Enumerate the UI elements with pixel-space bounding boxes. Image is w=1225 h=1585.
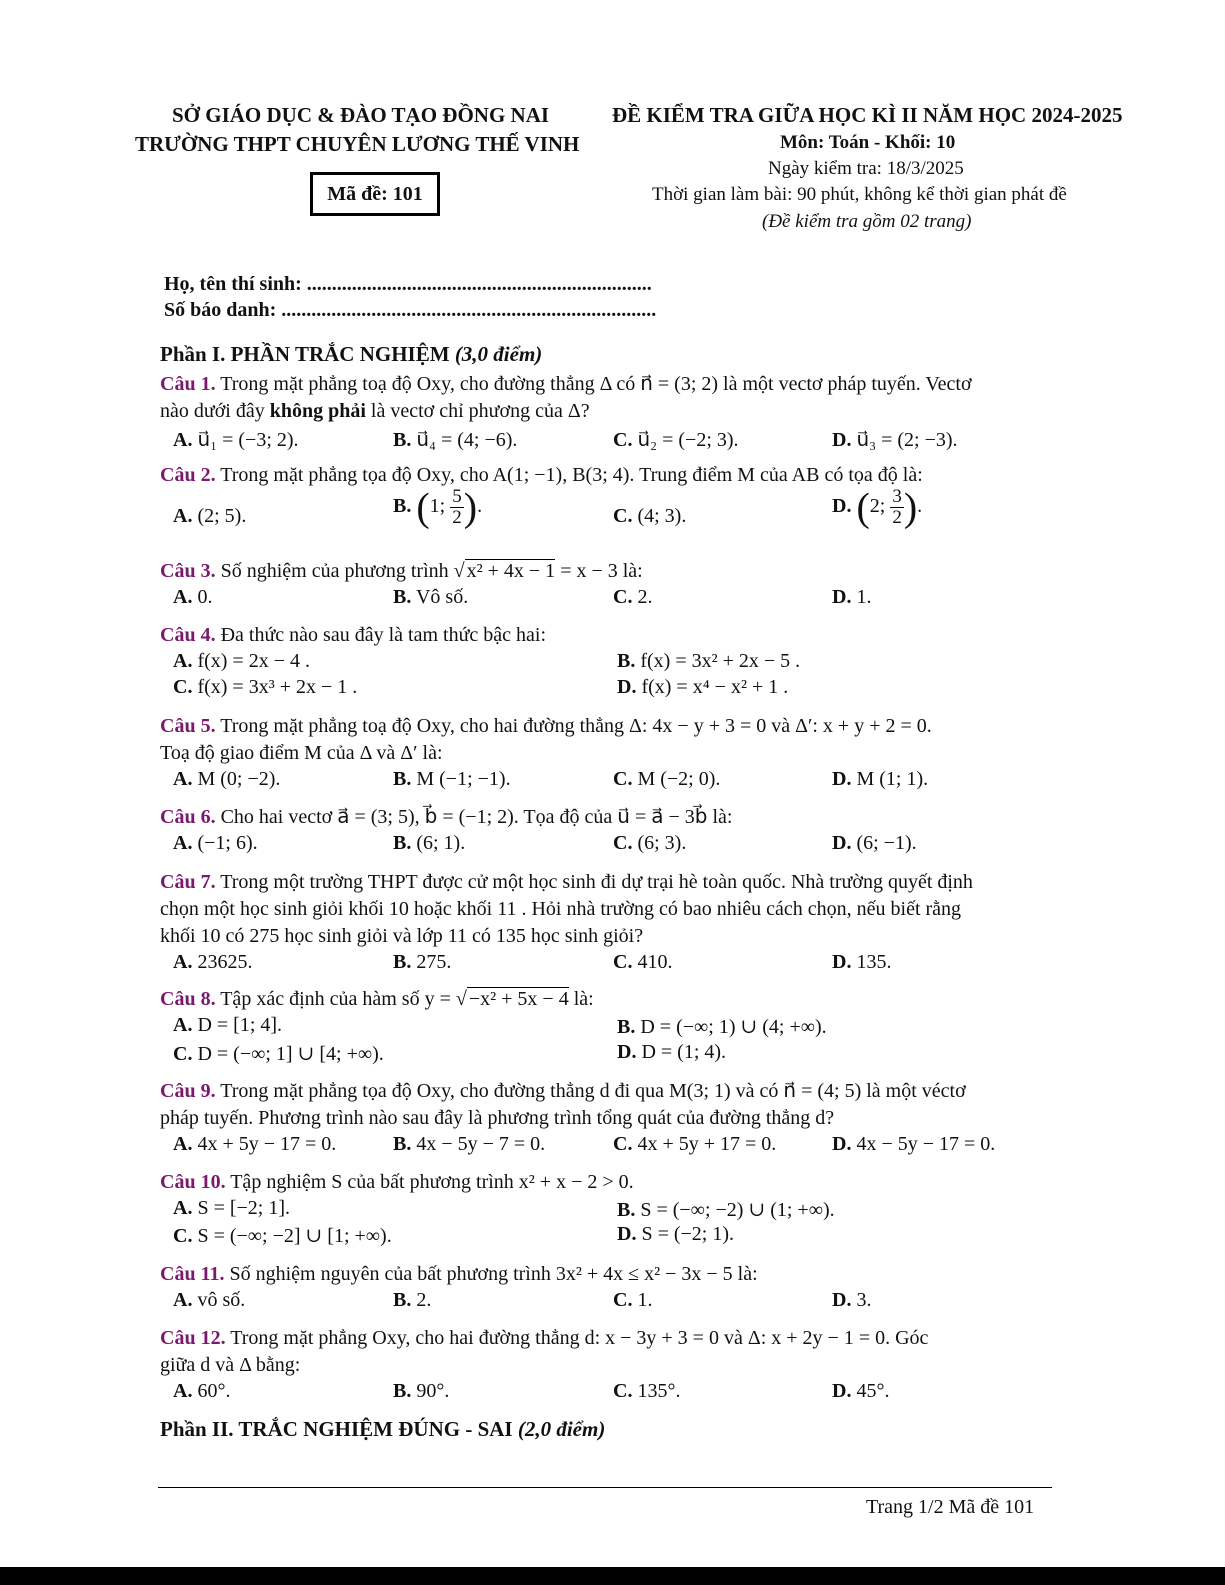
option-d[interactable]: D. (6; −1). [832,832,917,854]
option-d[interactable]: D. f(x) = x⁴ − x² + 1 . [617,676,789,698]
option-c[interactable]: C. M (−2; 0). [613,768,721,790]
option-b[interactable]: B. 275. [393,951,452,973]
question-text: Đa thức nào sau đây là tam thức bậc hai: [220,624,547,646]
option-b[interactable]: B. 90°. [393,1380,450,1402]
question-6 [160,804,732,831]
part2-heading [160,1417,605,1442]
option-a[interactable]: A. S = [−2; 1]. [173,1197,291,1219]
option-d[interactable]: D. 1. [832,586,872,608]
question-text: Trong một trường THPT được cử một học sinh đi dự trại hè toàn quốc. Nhà trường quyết định [220,871,973,893]
option-b[interactable]: B. 4x − 5y − 7 = 0. [393,1133,546,1155]
question-number: Câu 5. [160,715,216,737]
option-a[interactable]: A. 0. [173,586,213,608]
option-b[interactable]: B. Vô số. [393,586,469,608]
option-c[interactable]: C. (6; 3). [613,832,687,854]
option-b[interactable]: B. (1; $\frac{5}{2}$ ). [393,484,483,530]
question-emphasis: không phải [269,400,366,422]
exam-duration: Thời gian làm bài: 90 phút, không kể thời gian phát đề [652,184,1067,205]
question-text: Tập xác định của hàm số y = [220,988,456,1010]
part1-points: (3,0 điểm) [454,342,543,366]
question-text: Trong mặt phẳng toạ độ Oxy, cho đường thẳng Δ có n⃗ = (3; 2) là một vectơ pháp tuyến. Vectơ [220,373,972,395]
question-text: Trong mặt phẳng Oxy, cho hai đường thẳng d: x − 3y + 3 = 0 và Δ: x + 2y − 1 = 0. Góc [230,1327,929,1349]
question-1 [160,371,972,425]
question-text: khối 10 có 275 học sinh giỏi và lớp 11 có 135 học sinh giỏi? [160,925,644,947]
question-text: nào dưới đây [160,400,270,422]
student-name-field: Họ, tên thí sinh: ..................................................................... [164,273,652,295]
exam-date: Ngày kiểm tra: 18/3/2025 [768,158,964,179]
option-c[interactable]: C. S = (−∞; −2] ∪ [1; +∞). [173,1225,392,1247]
question-number: Câu 11. [160,1263,225,1285]
option-a[interactable]: A. f(x) = 2x − 4 . [173,650,310,672]
question-number: Câu 12. [160,1327,226,1349]
option-b[interactable]: B. 2. [393,1289,432,1311]
question-text: Trong mặt phẳng tọa độ Oxy, cho đường thẳng d đi qua M(3; 1) và có n⃗ = (4; 5) là một véctơ [220,1080,966,1102]
option-c[interactable]: C. D = (−∞; 1] ∪ [4; +∞). [173,1043,384,1065]
exam-subject: Môn: Toán - Khối: 10 [780,132,956,153]
question-text: Số nghiệm của phương trình [220,560,454,582]
option-d[interactable]: D. 4x − 5y − 17 = 0. [832,1133,996,1155]
option-c[interactable]: C. u⃗₂ = (−2; 3). [613,429,739,451]
part1-heading [160,342,542,367]
question-text: Tập nghiệm S của bất phương trình x² + x − 2 > 0. [230,1171,634,1193]
sqrt-symbol: √ [453,560,465,582]
question-number: Câu 10. [160,1171,226,1193]
option-c[interactable]: C. 135°. [613,1380,681,1402]
question-text: pháp tuyến. Phương trình nào sau đây là phương trình tổng quát của đường thẳng d? [160,1107,835,1129]
exam-pages-note: (Đề kiểm tra gồm 02 trang) [762,211,972,232]
option-a[interactable]: A. u⃗₁ = (−3; 2). [173,429,299,451]
radicand: x² + 4x − 1 [466,560,556,582]
option-b[interactable]: B. D = (−∞; 1) ∪ (4; +∞). [617,1016,827,1038]
part2-points: (2,0 điểm) [517,1417,606,1441]
option-b[interactable]: B. (6; 1). [393,832,466,854]
option-d[interactable]: D. 135. [832,951,892,973]
question-number: Câu 4. [160,624,216,646]
question-7 [160,869,973,950]
question-text: Trong mặt phẳng toạ độ Oxy, cho hai đường thẳng Δ: 4x − y + 3 = 0 và Δ′: x + y + 2 = 0. [220,715,932,737]
option-a[interactable]: A. (−1; 6). [173,832,258,854]
question-11 [160,1261,758,1288]
part2-title: Phần II. TRẮC NGHIỆM ĐÚNG - SAI [160,1417,513,1441]
question-number: Câu 9. [160,1080,216,1102]
sqrt-symbol: √ [455,988,467,1010]
question-9 [160,1078,966,1132]
option-d[interactable]: D. 45°. [832,1380,890,1402]
question-text: Trong mặt phẳng tọa độ Oxy, cho A(1; −1), B(3; 4). Trung điểm M của AB có tọa độ là: [220,464,923,486]
option-a[interactable]: A. 4x + 5y − 17 = 0. [173,1133,337,1155]
exam-code-box: Mã đề: 101 [310,172,440,216]
option-a[interactable]: A. 60°. [173,1380,231,1402]
question-number: Câu 7. [160,871,216,893]
question-text: = x − 3 là: [555,560,643,582]
question-number: Câu 3. [160,560,216,582]
question-text: Số nghiệm nguyên của bất phương trình 3x² + 4x ≤ x² − 3x − 5 là: [229,1263,758,1285]
question-text: là: [568,988,594,1010]
option-a[interactable]: A. M (0; −2). [173,768,281,790]
part1-title: Phần I. PHẦN TRẮC NGHIỆM [160,342,450,366]
question-3 [160,558,643,585]
question-text: Toạ độ giao điểm M của Δ và Δ′ là: [160,742,443,764]
option-d[interactable]: D. D = (1; 4). [617,1041,727,1063]
option-c[interactable]: C. 410. [613,951,673,973]
radicand: −x² + 5x − 4 [468,988,569,1010]
scan-edge [0,1567,1225,1585]
question-12 [160,1325,928,1379]
question-number: Câu 1. [160,373,216,395]
question-number: Câu 8. [160,988,216,1010]
option-c[interactable]: C. 1. [613,1289,653,1311]
question-8 [160,986,594,1013]
question-number: Câu 6. [160,806,216,828]
option-d[interactable]: D. u⃗₃ = (2; −3). [832,429,958,451]
question-2 [160,462,923,489]
option-c[interactable]: C. 4x + 5y + 17 = 0. [613,1133,777,1155]
option-b[interactable]: B. f(x) = 3x² + 2x − 5 . [617,650,801,672]
option-c[interactable]: C. (4; 3). [613,505,687,527]
question-text: Cho hai vectơ a⃗ = (3; 5), b⃗ = (−1; 2). Tọa độ của u⃗ = a⃗ − 3b⃗ là: [220,806,733,828]
footer-divider [158,1487,1052,1488]
question-text: chọn một học sinh giỏi khối 10 hoặc khối 11 . Hỏi nhà trường có bao nhiêu cách chọn, nếu biết rằng [160,898,962,920]
question-4 [160,622,546,649]
question-10 [160,1169,634,1196]
option-d[interactable]: D. S = (−2; 1). [617,1223,735,1245]
option-d[interactable]: D. M (1; 1). [832,768,929,790]
option-d[interactable]: D. (2; $\frac{3}{2}$ ). [832,484,923,530]
option-b[interactable]: B. S = (−∞; −2) ∪ (1; +∞). [617,1199,835,1221]
option-d[interactable]: D. 3. [832,1289,872,1311]
question-number: Câu 2. [160,464,216,486]
option-b[interactable]: B. M (−1; −1). [393,768,511,790]
option-c[interactable]: C. f(x) = 3x³ + 2x − 1 . [173,676,358,698]
option-a[interactable]: A. 23625. [173,951,253,973]
question-text: là vectơ chỉ phương của Δ? [365,400,590,422]
option-a[interactable]: A. (2; 5). [173,505,247,527]
option-a[interactable]: A. vô số. [173,1289,246,1311]
question-5 [160,713,932,767]
option-c[interactable]: C. 2. [613,586,653,608]
school-name: TRƯỜNG THPT CHUYÊN LƯƠNG THẾ VINH [135,132,580,156]
page-footer: Trang 1/2 Mã đề 101 [866,1496,1035,1518]
option-b[interactable]: B. u⃗₄ = (4; −6). [393,429,518,451]
exam-title: ĐỀ KIỂM TRA GIỮA HỌC KÌ II NĂM HỌC 2024-2025 [612,103,1123,127]
department-name: SỞ GIÁO DỤC & ĐÀO TẠO ĐỒNG NAI [172,103,550,127]
option-a[interactable]: A. D = [1; 4]. [173,1014,283,1036]
student-id-field: Số báo danh: ........................................................................... [164,299,657,321]
question-text: giữa d và Δ bằng: [160,1354,301,1376]
